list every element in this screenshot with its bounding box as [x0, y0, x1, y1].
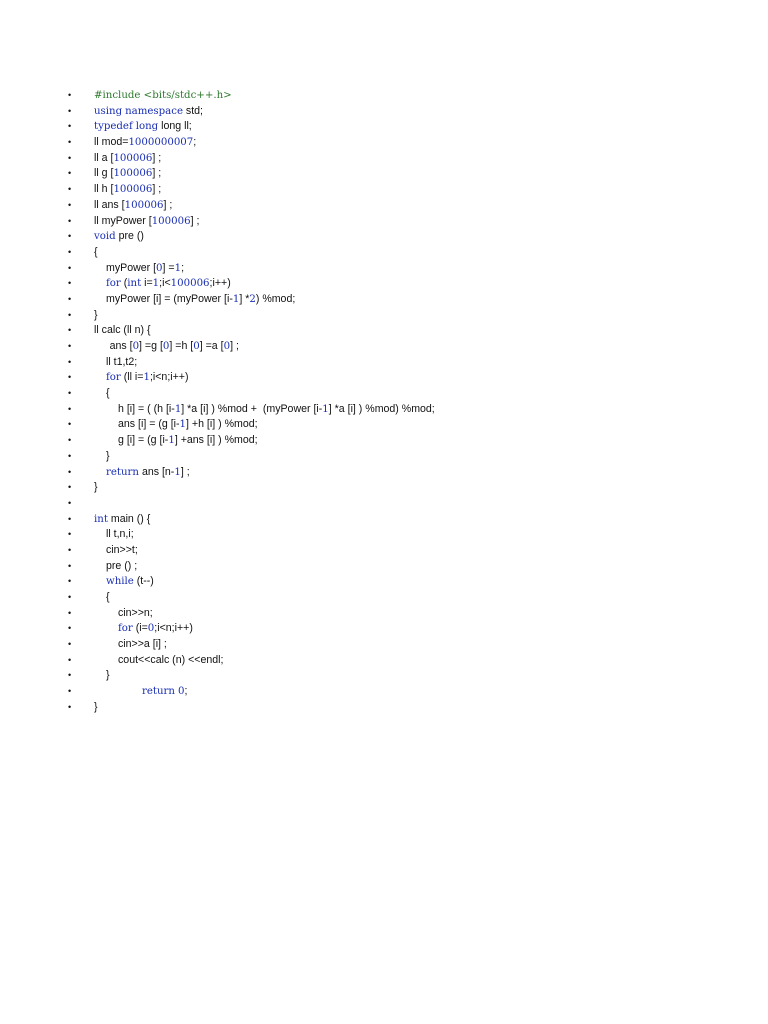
- bullet-icon: •: [68, 623, 72, 634]
- code-line: [0, 574, 768, 590]
- code-number: 1: [232, 293, 240, 305]
- code-text: ] *: [239, 292, 250, 305]
- code-line-text: [94, 182, 161, 198]
- code-line: [0, 166, 768, 182]
- code-number: 1: [152, 278, 160, 290]
- bullet-icon: •: [68, 513, 72, 524]
- code-text: ;i<: [159, 277, 171, 290]
- code-text: myPower [: [106, 261, 157, 274]
- code-number: 0: [162, 341, 170, 352]
- code-text: (t--): [133, 575, 154, 588]
- code-line-text: [118, 433, 258, 449]
- code-line: [0, 653, 768, 669]
- code-number: 1: [143, 372, 150, 384]
- bullet-icon: •: [68, 450, 72, 461]
- code-line-text: [118, 637, 167, 653]
- code-line-text: [94, 512, 150, 528]
- code-line: [0, 465, 768, 481]
- code-preprocessor: #include <bits/stdc++.h>: [94, 90, 232, 101]
- code-line-text: [94, 104, 203, 120]
- code-text: cin>>t;: [106, 543, 138, 556]
- bullet-icon: •: [68, 686, 72, 697]
- code-line-text: [110, 339, 239, 355]
- bullet-icon: •: [68, 592, 72, 602]
- code-text: ] +ans [i] ) %mod;: [174, 434, 258, 447]
- bullet-icon: •: [68, 403, 72, 414]
- code-number: 2: [249, 293, 256, 305]
- code-keyword: while: [106, 576, 134, 588]
- bullet-icon: •: [68, 482, 72, 493]
- code-text: }: [94, 481, 98, 494]
- code-text: pre () ;: [106, 559, 138, 572]
- code-line-text: [106, 370, 189, 386]
- code-line-text: [106, 527, 134, 543]
- code-keyword: typedef: [94, 121, 133, 133]
- code-number: 1000000007: [128, 137, 194, 149]
- code-text: ll myPower [: [94, 214, 152, 227]
- code-line-text: [106, 668, 110, 684]
- code-number: 1: [168, 435, 175, 447]
- bullet-icon: •: [68, 184, 72, 195]
- code-line: [0, 88, 768, 104]
- code-text: (ll i=: [120, 371, 144, 384]
- code-number: 0: [156, 262, 163, 274]
- code-line: [0, 104, 768, 120]
- code-text: ] ;: [152, 183, 162, 196]
- bullet-icon: •: [68, 231, 72, 242]
- code-keyword: return: [142, 686, 175, 698]
- code-text: }: [94, 308, 98, 321]
- bullet-icon: •: [68, 105, 72, 116]
- code-line-text: [94, 214, 199, 230]
- code-line-text: [118, 402, 435, 418]
- code-keyword: long: [135, 121, 159, 133]
- code-line-text: [106, 449, 110, 465]
- bullet-icon: •: [68, 607, 72, 618]
- code-line: [0, 339, 768, 355]
- bullet-icon: •: [68, 309, 72, 320]
- code-text: ll t1,t2;: [106, 355, 138, 368]
- code-keyword: int: [127, 278, 142, 290]
- code-line-text: [142, 684, 187, 700]
- bullet-icon: •: [68, 325, 72, 336]
- code-text: ;i<n;i++): [154, 622, 193, 635]
- code-number: 100006: [151, 215, 191, 227]
- code-line: [0, 449, 768, 465]
- code-line-text: [106, 355, 137, 371]
- code-line: [0, 684, 768, 700]
- bullet-icon: •: [68, 544, 72, 555]
- code-line-text: [94, 88, 232, 104]
- code-line: [0, 590, 768, 606]
- code-line-text: [118, 417, 258, 433]
- code-line: [0, 135, 768, 151]
- code-keyword: return: [106, 466, 139, 478]
- code-line: [0, 512, 768, 528]
- code-line: [0, 198, 768, 214]
- code-number: 1: [322, 403, 329, 415]
- code-text: ] ;: [230, 340, 239, 352]
- code-number: 1: [174, 262, 182, 274]
- code-line-text: [106, 590, 110, 606]
- code-text: ;: [181, 261, 185, 274]
- code-text: ll calc (ll n) {: [94, 324, 151, 337]
- code-text: ] =g [: [139, 340, 163, 352]
- code-text: h [i] = ( (h [i-: [118, 402, 175, 415]
- code-text: g [i] = (g [i-: [118, 434, 169, 447]
- code-line: [0, 292, 768, 308]
- code-line-text: [106, 292, 295, 308]
- code-line-text: [94, 229, 144, 245]
- code-number: 1: [174, 403, 182, 415]
- bullet-icon: •: [68, 419, 72, 430]
- code-keyword: namespace: [125, 105, 183, 117]
- code-number: 100006: [124, 199, 164, 211]
- bullet-icon: •: [68, 137, 72, 148]
- code-text: ] ;: [163, 198, 173, 211]
- code-line: [0, 214, 768, 230]
- code-line-text: [106, 543, 138, 559]
- code-line-text: [106, 261, 184, 277]
- bullet-icon: •: [68, 356, 72, 367]
- bullet-icon: •: [68, 372, 72, 383]
- code-text: myPower [i] = (myPower [i-: [106, 292, 233, 305]
- code-line-text: [94, 119, 192, 135]
- code-line: [0, 668, 768, 684]
- bullet-icon: •: [68, 152, 72, 163]
- code-text: ll h [: [94, 183, 114, 196]
- code-line-text: [106, 559, 137, 575]
- bullet-icon: •: [68, 639, 72, 650]
- code-line-text: [94, 308, 98, 324]
- code-keyword: void: [94, 231, 116, 243]
- code-text: cin>>a [i] ;: [118, 638, 167, 651]
- code-line-text: [94, 700, 98, 716]
- code-line: [0, 276, 768, 292]
- code-line: [0, 323, 768, 339]
- code-text: ] =h [: [169, 340, 194, 352]
- code-line-text: [94, 480, 98, 496]
- code-line: [0, 355, 768, 371]
- code-number: 1: [174, 466, 181, 478]
- bullet-icon: •: [68, 701, 72, 712]
- code-text: ) %mod;: [255, 292, 296, 305]
- code-line: [0, 402, 768, 418]
- code-keyword: for: [106, 372, 121, 384]
- code-line-text: [94, 323, 151, 339]
- code-line-text: [94, 198, 172, 214]
- code-line: [0, 606, 768, 622]
- code-text: ] ;: [152, 167, 162, 180]
- code-text: ;i++): [209, 277, 231, 290]
- code-text: ans [i] = (g [i-: [118, 418, 180, 431]
- code-line-text: [118, 621, 193, 637]
- code-text: std;: [182, 104, 204, 117]
- code-line: [0, 637, 768, 653]
- bullet-icon: •: [68, 435, 72, 446]
- bullet-icon: •: [68, 654, 72, 665]
- code-text: ;: [184, 685, 188, 698]
- code-line-text: [94, 151, 161, 167]
- code-text: }: [106, 669, 110, 682]
- code-line-text: [94, 166, 161, 182]
- code-line-text: [118, 653, 223, 669]
- code-text: (i=: [132, 622, 148, 635]
- code-keyword: using: [94, 105, 123, 117]
- code-line-text: [106, 276, 231, 292]
- code-number: 100006: [113, 184, 153, 196]
- code-text: ll g [: [94, 167, 114, 180]
- code-number: 0: [193, 341, 200, 352]
- code-number: 100006: [113, 152, 153, 164]
- code-line: [0, 417, 768, 433]
- code-line: [0, 527, 768, 543]
- bullet-icon: •: [68, 215, 72, 226]
- code-line: [0, 245, 768, 261]
- code-line: [0, 182, 768, 198]
- bullet-icon: •: [68, 121, 72, 132]
- code-line: [0, 543, 768, 559]
- code-text: ] =: [162, 261, 175, 274]
- bullet-icon: •: [68, 341, 72, 351]
- code-text: ] ;: [190, 214, 200, 227]
- code-number: 100006: [170, 278, 210, 290]
- code-text: (: [120, 277, 128, 290]
- code-line-text: [118, 606, 153, 622]
- code-number: 100006: [113, 168, 153, 180]
- code-text: {: [106, 387, 110, 400]
- bullet-icon: •: [68, 670, 72, 681]
- code-keyword: for: [118, 623, 133, 635]
- code-text: ] =a [: [199, 340, 224, 352]
- code-line: [0, 700, 768, 716]
- code-text: {: [106, 591, 110, 603]
- code-text: ] *a [i] ) %mod) %mod;: [328, 402, 435, 415]
- code-text: ll a [: [94, 151, 114, 164]
- code-line-text: [94, 135, 196, 151]
- code-number: 1: [179, 419, 187, 431]
- code-line-text: [106, 465, 190, 481]
- code-line: [0, 308, 768, 324]
- bullet-icon: •: [68, 576, 72, 587]
- code-text: ] ;: [180, 465, 190, 478]
- code-number: 0: [132, 341, 140, 352]
- code-text: main () {: [107, 512, 151, 525]
- bullet-icon: •: [68, 497, 72, 508]
- code-line: [0, 621, 768, 637]
- code-text: ll ans [: [94, 198, 125, 211]
- code-text: long ll;: [158, 120, 192, 133]
- code-line: [0, 480, 768, 496]
- code-text: cin>>n;: [118, 606, 153, 619]
- bullet-icon: •: [68, 466, 72, 477]
- code-text: ] *a [i] ) %mod + (myPower [i-: [181, 402, 323, 415]
- bullet-icon: •: [68, 278, 72, 289]
- code-line: [0, 119, 768, 135]
- code-text: ll t,n,i;: [106, 528, 134, 541]
- code-text: ] ;: [152, 151, 162, 164]
- code-text: ;i<n;i++): [149, 371, 189, 384]
- code-line: [0, 261, 768, 277]
- code-line-text: [106, 386, 110, 402]
- code-text: }: [106, 449, 110, 462]
- code-line: [0, 370, 768, 386]
- code-line: [0, 433, 768, 449]
- code-text: ;: [193, 136, 197, 149]
- code-keyword: for: [106, 278, 121, 290]
- code-line: [0, 559, 768, 575]
- bullet-icon: •: [68, 293, 72, 304]
- code-text: pre (): [115, 230, 144, 243]
- bullet-icon: •: [68, 529, 72, 540]
- bullet-icon: •: [68, 199, 72, 210]
- code-text: ] +h [i] ) %mod;: [186, 418, 258, 431]
- code-line: [0, 496, 768, 512]
- code-line: [0, 151, 768, 167]
- code-text: ll mod=: [94, 136, 129, 149]
- code-line: [0, 386, 768, 402]
- code-text: ans [n-: [139, 465, 175, 478]
- bullet-icon: •: [68, 388, 72, 399]
- code-line-text: [94, 245, 98, 261]
- code-text: }: [94, 700, 98, 713]
- bullet-icon: •: [68, 90, 72, 100]
- code-number: 0: [177, 686, 185, 698]
- code-keyword: int: [94, 513, 108, 525]
- code-number: 0: [223, 341, 231, 352]
- code-text: {: [94, 245, 98, 258]
- code-number: 0: [147, 623, 155, 635]
- code-text: ans [: [109, 340, 133, 352]
- code-line: [0, 229, 768, 245]
- code-text: i=: [141, 277, 153, 290]
- code-line-text: [106, 574, 154, 590]
- bullet-icon: •: [68, 560, 72, 571]
- bullet-icon: •: [68, 168, 72, 179]
- code-listing: [0, 88, 768, 716]
- code-text: cout<<calc (n) <<endl;: [118, 653, 224, 666]
- bullet-icon: •: [68, 262, 72, 273]
- bullet-icon: •: [68, 246, 72, 257]
